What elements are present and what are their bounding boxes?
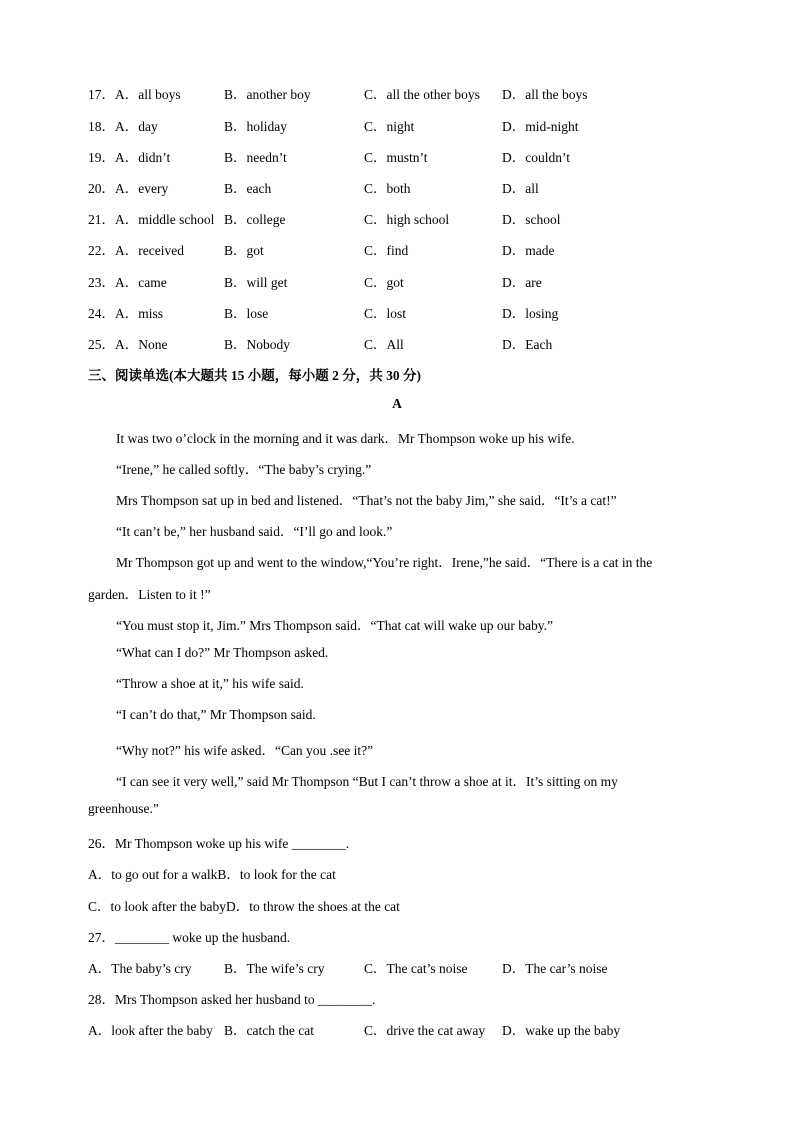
- option-d: D．The car’s noise: [502, 961, 608, 976]
- option-row-24: [88, 302, 708, 322]
- question-26-options-cd: C．to look after the babyD．to throw the shoes at the cat: [88, 899, 400, 914]
- passage-line: Mrs Thompson sat up in bed and listened．“That’s not the baby Jim,” she said．“It’s a cat!”: [116, 493, 617, 508]
- passage-line: garden．Listen to it !”: [88, 587, 211, 602]
- question-27-stem: 27．________ woke up the husband.: [88, 930, 291, 945]
- option-c: C．got: [364, 275, 404, 290]
- section-heading: 三、阅读单选(本大题共 15 小题，每小题 2 分，共 30 分): [88, 368, 421, 383]
- option-c: C．mustn’t: [364, 150, 428, 165]
- passage-line: Mr Thompson got up and went to the window,“You’re right．Irene,”he said．“There is a cat in the: [116, 555, 653, 570]
- option-a: 25．A．None: [88, 337, 168, 352]
- passage-label: A: [392, 396, 402, 411]
- option-row-19: [88, 146, 708, 166]
- option-d: D．couldn’t: [502, 150, 570, 165]
- option-a: 20．A．every: [88, 181, 169, 196]
- option-b: B．Nobody: [224, 337, 291, 352]
- option-a: 17．A．all boys: [88, 87, 181, 102]
- option-d: D．Each: [502, 337, 553, 352]
- question-28-stem: 28．Mrs Thompson asked her husband to ________.: [88, 992, 376, 1007]
- passage-line: “What can I do?” Mr Thompson asked.: [116, 645, 329, 660]
- option-b: B．will get: [224, 275, 288, 290]
- option-c: C．All: [364, 337, 404, 352]
- option-a: A．look after the baby: [88, 1023, 213, 1038]
- option-row-18: [88, 115, 708, 135]
- option-row-21: [88, 208, 708, 228]
- option-c: C．all the other boys: [364, 87, 480, 102]
- option-d: D．made: [502, 243, 555, 258]
- option-b: B．each: [224, 181, 272, 196]
- question-26-options-ab: A．to go out for a walkB．to look for the cat: [88, 867, 336, 882]
- option-c: C．night: [364, 119, 415, 134]
- passage-line: “It can’t be,” her husband said．“I’ll go and look.”: [116, 524, 393, 539]
- passage-line: “I can’t do that,” Mr Thompson said.: [116, 707, 316, 722]
- option-a: 21．A．middle school: [88, 212, 215, 227]
- question-26-stem: 26．Mr Thompson woke up his wife ________.: [88, 836, 350, 851]
- option-row-17: [88, 83, 708, 103]
- option-d: D．losing: [502, 306, 559, 321]
- option-b: B．got: [224, 243, 264, 258]
- option-d: D．all the boys: [502, 87, 588, 102]
- option-c: C．lost: [364, 306, 407, 321]
- option-c: C．drive the cat away: [364, 1023, 486, 1038]
- option-a: 23．A．came: [88, 275, 167, 290]
- option-b: B．another boy: [224, 87, 311, 102]
- option-c: C．both: [364, 181, 411, 196]
- question-27-options: [88, 957, 708, 977]
- option-c: C．high school: [364, 212, 450, 227]
- passage-line: greenhouse.”: [88, 801, 159, 816]
- option-a: 18．A．day: [88, 119, 158, 134]
- option-b: B．catch the cat: [224, 1023, 314, 1038]
- option-d: D．all: [502, 181, 539, 196]
- question-28-options: [88, 1019, 708, 1039]
- passage-line: “Throw a shoe at it,” his wife said.: [116, 676, 304, 691]
- passage-line: “Irene,” he called softly．“The baby’s crying.”: [116, 462, 372, 477]
- option-c: C．The cat’s noise: [364, 961, 468, 976]
- option-a: 19．A．didn’t: [88, 150, 171, 165]
- option-row-22: [88, 239, 708, 259]
- option-d: D．mid-night: [502, 119, 579, 134]
- passage-line: “I can see it very well,” said Mr Thompson “But I can’t throw a shoe at it．It’s sitting on my: [116, 774, 618, 789]
- option-c: C．find: [364, 243, 409, 258]
- option-b: B．lose: [224, 306, 269, 321]
- option-d: D．wake up the baby: [502, 1023, 621, 1038]
- option-a: A．The baby’s cry: [88, 961, 192, 976]
- option-b: B．needn’t: [224, 150, 287, 165]
- option-row-20: [88, 177, 708, 197]
- option-b: B．holiday: [224, 119, 287, 134]
- option-b: B．The wife’s cry: [224, 961, 325, 976]
- passage-line: It was two o’clock in the morning and it was dark．Mr Thompson woke up his wife.: [116, 431, 575, 446]
- passage-line: “Why not?” his wife asked．“Can you .see it?”: [116, 743, 374, 758]
- option-d: D．are: [502, 275, 542, 290]
- option-a: 24．A．miss: [88, 306, 164, 321]
- option-d: D．school: [502, 212, 561, 227]
- option-row-23: [88, 271, 708, 291]
- option-row-25: [88, 333, 708, 353]
- option-a: 22．A．received: [88, 243, 184, 258]
- passage-line: “You must stop it, Jim.” Mrs Thompson said．“That cat will wake up our baby.”: [116, 618, 553, 633]
- option-b: B．college: [224, 212, 286, 227]
